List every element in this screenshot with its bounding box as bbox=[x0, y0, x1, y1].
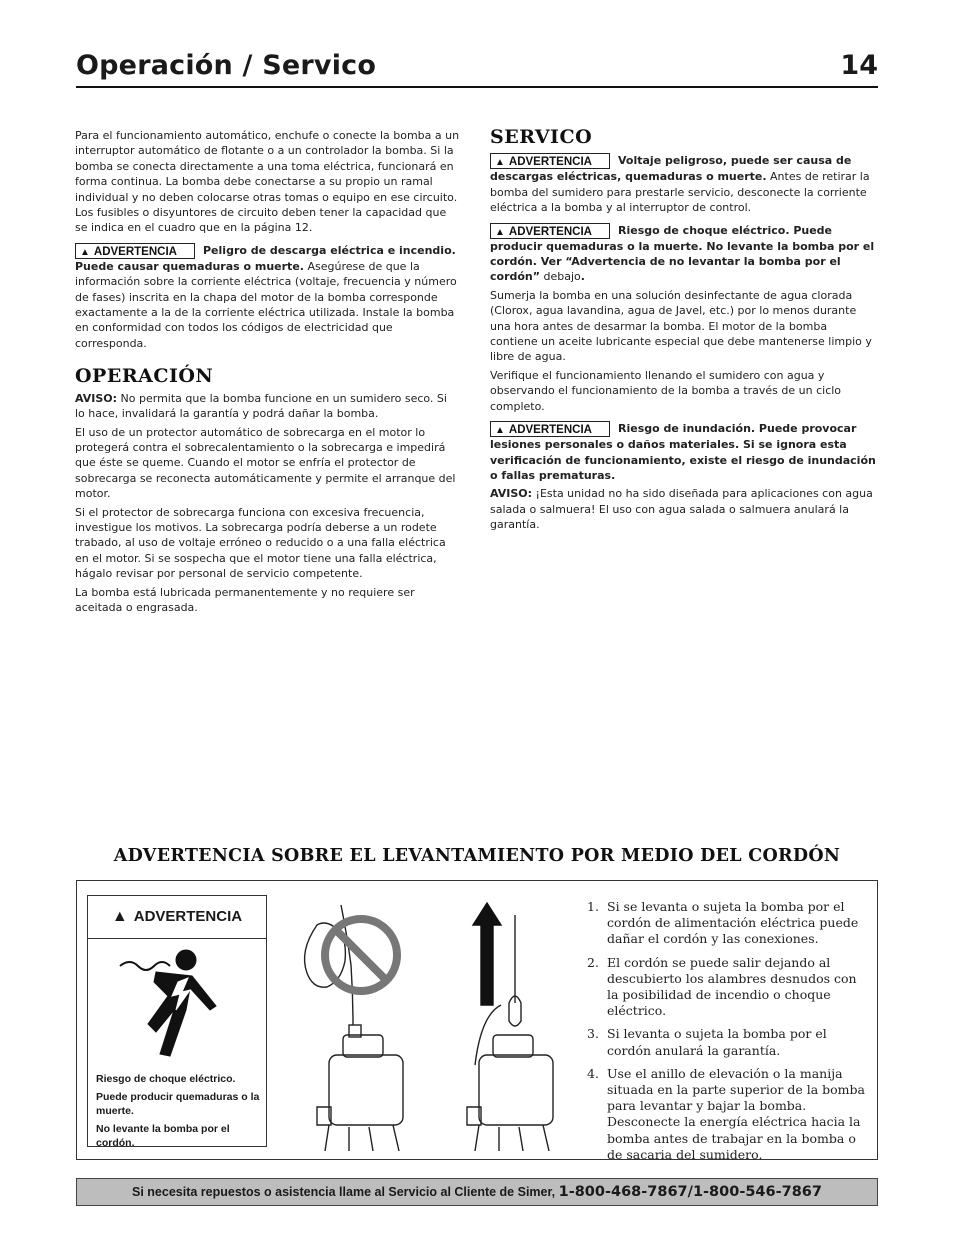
aviso-paragraph bbox=[75, 391, 460, 422]
warning-flood bbox=[490, 421, 878, 483]
right-column bbox=[490, 126, 878, 536]
warning-card-line: Puede producir quemaduras o la muerte. bbox=[96, 1091, 260, 1117]
aviso-label: AVISO: bbox=[75, 391, 118, 405]
footer-phone-numbers: 1-800-468-7867/1-800-546-7867 bbox=[558, 1184, 822, 1200]
overload-paragraph: El uso de un protector automático de sobrecarga en el motor lo protegerá contra el sobrecalentamiento o la sobrecarga e impedirá que éste se queme. Cuando el motor se enfría el protector de sobrecarga se reconecta automáticamente y permite el arranque del motor. bbox=[75, 425, 456, 501]
verify-paragraph: Verifique el funcionamiento llenando el sumidero con agua y observando el funcionamiento de la bomba a través de un ciclo completo. bbox=[490, 368, 842, 413]
footer-label: Si necesita repuestos o asistencia llame al Servicio al Cliente de Simer, bbox=[132, 1185, 559, 1199]
disinfect-paragraph: Sumerja la bomba en una solución desinfectante de agua clorada (Clorox, agua lavandina, agua de Javel, etc.) por lo menos durante una hora antes de desarmar la bomba. El motor de la bomba contiene un aceite lubricante especial que debe mantenerse limpio y libre de agua. bbox=[490, 288, 872, 364]
list-item: 2. El cordón se puede salir dejando al descubierto los alambres desnudos con la posibilidad de incendio o choque eléctrico. bbox=[587, 954, 857, 1019]
operacion-heading: OPERACIÓN bbox=[75, 365, 214, 388]
servico-heading: SERVICO bbox=[490, 126, 593, 148]
list-item: 4. Use el anillo de elevación o la manija situada en la parte superior de la bomba para levantar y bajar la bomba. Desconecte la energía eléctrica hacia la bomba antes de trabajar en la bomba o de sacaria del sumidero. bbox=[587, 1065, 865, 1162]
pump-lifting-illustration bbox=[289, 895, 579, 1151]
warning-card bbox=[87, 895, 267, 1147]
warning-triangle-icon: ▲ bbox=[495, 157, 505, 169]
warning-triangle-icon: ▲ bbox=[495, 425, 505, 437]
warning-badge: ▲ ADVERTENCIA bbox=[490, 153, 610, 169]
cord-warning-heading: ADVERTENCIA SOBRE EL LEVANTAMIENTO POR MEDIO DEL CORDÓN bbox=[113, 846, 841, 866]
warning-card-line: No levante la bomba por el cordón. bbox=[96, 1123, 230, 1149]
pump-motor-body bbox=[479, 1055, 553, 1125]
footer-contact-bar bbox=[76, 1178, 878, 1206]
warning-voltage bbox=[490, 153, 878, 215]
warning-bold-text: Voltaje peligroso, puede ser causa de descargas eléctricas, quemaduras o muerte. bbox=[490, 154, 852, 184]
warning-shock-cord bbox=[490, 223, 878, 285]
cord-warning-list bbox=[587, 899, 869, 1170]
aviso-text: No permita que la bomba funcione en un sumidero seco. Si lo hace, invalidará la garantía y podrá dañar la bomba. bbox=[75, 391, 447, 421]
left-column bbox=[75, 128, 460, 618]
warning-badge: ▲ ADVERTENCIA bbox=[490, 421, 610, 437]
list-item: 3. Si levanta o sujeta la bomba por el cordón anulará la garantía. bbox=[587, 1026, 827, 1058]
warning-bold-text: Riesgo de inundación. Puede provocar lesiones personales o daños materiales. Si se ignora esta verificación de funcionamiento, existe el riesgo de inundación o fallas prematuras. bbox=[490, 422, 876, 482]
pump-motor-body bbox=[329, 1055, 403, 1125]
warning-card-line: Riesgo de choque eléctrico. bbox=[96, 1073, 236, 1085]
lubrication-paragraph: La bomba está lubricada permanentemente y no requiere ser aceitada o engrasada. bbox=[75, 585, 415, 614]
warning-text: Asegúrese de que la información sobre la corriente eléctrica (voltaje, frecuencia y número de fases) inscrita en la chapa del motor de la bomba corresponde exactamente a la de la corriente eléctrica utilizada. Instale la bomba en conformidad con todos los códigos de electricidad que corresponda. bbox=[75, 259, 457, 350]
warning-badge: ▲ ADVERTENCIA bbox=[490, 223, 610, 239]
aviso-text: ¡Esta unidad no ha sido diseñada para aplicaciones con agua salada o salmuera! El uso con agua salada o salmuera anulará la garantía. bbox=[490, 487, 873, 532]
cord-warning-box bbox=[76, 880, 878, 1160]
page-header bbox=[76, 50, 878, 88]
warning-badge: ▲ ADVERTENCIA bbox=[75, 243, 195, 259]
warning-electric-fire bbox=[75, 243, 460, 351]
aviso-label: AVISO: bbox=[490, 487, 533, 501]
warning-triangle-icon: ▲ bbox=[80, 246, 90, 258]
overload-frequency-paragraph: Si el protector de sobrecarga funciona con excesiva frecuencia, investigue los motivos. La sobrecarga podría deberse a un rodete trabado, al uso de voltaje erróneo o reducido o a una falla eléctrica en el motor. Si se sospecha que el motor tiene una falla eléctrica, hágalo revisar por personal de servicio competente. bbox=[75, 505, 446, 581]
warning-card-title: ADVERTENCIA bbox=[133, 908, 243, 925]
page-number: 14 bbox=[840, 50, 878, 81]
warning-card-text bbox=[96, 1072, 264, 1154]
electric-shock-icon bbox=[116, 948, 240, 1058]
warning-triangle-icon: ▲ bbox=[111, 908, 128, 925]
warning-card-header bbox=[88, 896, 266, 939]
page-title: Operación / Servico bbox=[76, 50, 377, 81]
list-item: 1. Si se levanta o sujeta la bomba por el cordón de alimentación eléctrica puede dañar el cordón y las conexiones. bbox=[587, 899, 859, 947]
aviso-saltwater bbox=[490, 486, 878, 532]
up-arrow-icon bbox=[473, 903, 501, 1005]
warning-text: debajo bbox=[540, 270, 581, 284]
intro-paragraph: Para el funcionamiento automático, enchufe o conecte la bomba a un interruptor automático de flotante o a un controlador la bomba. Si la bomba se conecta directamente a una toma eléctrica, funcionará en forma continua. La bomba debe conectarse a su propio un ramal individual y no deben colocarse otras tomas o equipo en ese circuito. Los fusibles o disyuntores de circuito deben tener la capacidad que se indica en el cuadro que en la página 12. bbox=[75, 129, 460, 235]
warning-bold-text: Riesgo de choque eléctrico. Puede producir quemaduras o la muerte. No levante la bomba por el cordón. Ver “Advertencia de no levantar la bomba por el cordón” bbox=[490, 223, 875, 284]
warning-triangle-icon: ▲ bbox=[495, 226, 505, 238]
warning-text: Antes de retirar la bomba del sumidero para prestarle servicio, desconecte la corriente eléctrica a la bomba y al interruptor de control. bbox=[490, 170, 870, 215]
warning-bold-text: Peligro de descarga eléctrica e incendio. Puede causar quemaduras o muerte. bbox=[75, 243, 456, 273]
warning-end: . bbox=[580, 270, 585, 284]
